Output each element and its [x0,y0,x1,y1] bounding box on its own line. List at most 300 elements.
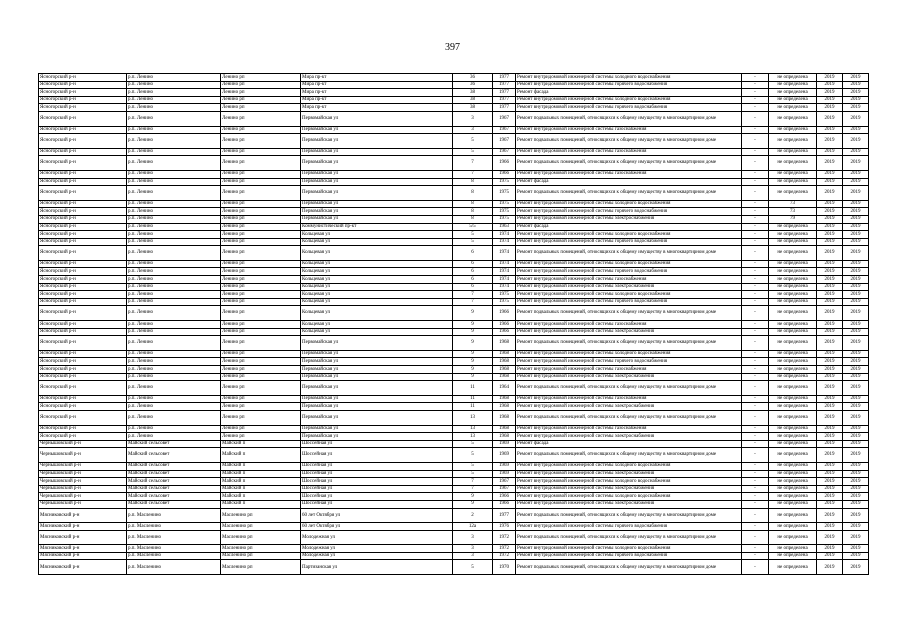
cell-year: 1977 [493,104,516,112]
cell-dash: - [742,96,769,104]
cell-settlement: р.п. Ленино [127,111,221,126]
cell-work: Ремонт внутридомовой инженерной системы газоснабжения [516,395,742,403]
cell-district: Ясногорский р-н [39,425,127,433]
cell-locality: Майский п [221,478,301,486]
cell-y2: 2019 [843,425,869,433]
cell-dash: - [742,156,769,171]
cell-y1: 2019 [817,156,843,171]
cell-y1: 2019 [817,134,843,149]
cell-y1: 2019 [817,276,843,284]
cell-house: 8 [453,208,493,216]
cell-locality: Масленино рп [221,530,301,545]
cell-dash: - [742,74,769,82]
cell-street: Шоссейная ул [301,493,453,501]
cell-work: Ремонт подвальных помещений, относящихся к общему имуществу в многоквартирном доме [516,410,742,425]
cell-value: не определена [769,545,817,553]
cell-y1: 2019 [817,186,843,201]
cell-work: Ремонт внутридомовой инженерной системы электроснабжения [516,215,742,223]
cell-y1: 2019 [817,433,843,441]
cell-street: 60 лет Октября ул [301,508,453,523]
cell-locality: Ленино рп [221,306,301,321]
cell-street: Кольцевая ул [301,231,453,239]
cell-district: Чернышовский р-н [39,448,127,463]
cell-district: Мясниковский р-н [39,552,127,560]
cell-dash: - [742,485,769,493]
cell-street: Первомайская ул [301,148,453,156]
cell-house: 38 [453,104,493,112]
cell-house: 5 [453,470,493,478]
cell-street: Кольцевая ул [301,268,453,276]
cell-work: Ремонт внутридомовой инженерной системы электроснабжения [516,470,742,478]
cell-settlement: р.п. Ленино [127,328,221,336]
cell-work: Ремонт внутридомовой инженерной системы холодного водоснабжения [516,493,742,501]
cell-locality: Ленино рп [221,126,301,134]
cell-year: 1966 [493,156,516,171]
cell-settlement: р.п. Ленино [127,350,221,358]
cell-work: Ремонт внутридомовой инженерной системы холодного водоснабжения [516,74,742,82]
cell-locality: Ленино рп [221,373,301,381]
cell-locality: Ленино рп [221,336,301,351]
cell-district: Ясногорский р-н [39,283,127,291]
cell-y2: 2019 [843,448,869,463]
cell-district: Ясногорский р-н [39,336,127,351]
cell-y2: 2019 [843,178,869,186]
cell-work: Ремонт внутридомовой инженерной системы горячего водоснабжения [516,104,742,112]
cell-house: 6 [453,283,493,291]
cell-dash: - [742,373,769,381]
cell-house: 9 [453,306,493,321]
cell-y1: 2019 [817,336,843,351]
page-number: 397 [445,42,460,53]
cell-y2: 2019 [843,111,869,126]
cell-y2: 2019 [843,552,869,560]
cell-y2: 2019 [843,283,869,291]
table-row [39,485,869,493]
cell-house: 7 [453,298,493,306]
cell-street: Первомайская ул [301,111,453,126]
cell-settlement: р.п. Ленино [127,246,221,261]
cell-house: 5 [453,231,493,239]
cell-y1: 2019 [817,178,843,186]
cell-dash: - [742,358,769,366]
cell-y1: 2019 [817,395,843,403]
cell-settlement: р.п. Ленино [127,89,221,97]
cell-year: 1968 [493,403,516,411]
cell-value: не определена [769,111,817,126]
cell-dash: - [742,462,769,470]
cell-y2: 2019 [843,470,869,478]
table-row [39,478,869,486]
cell-y1: 2019 [817,410,843,425]
cell-street: Первомайская ул [301,170,453,178]
cell-y1: 2019 [817,448,843,463]
table-row [39,306,869,321]
cell-locality: Ленино рп [221,215,301,223]
cell-street: Молодежная ул [301,530,453,545]
cell-house: 7 [453,291,493,299]
cell-house: 7 [453,156,493,171]
cell-y2: 2019 [843,560,869,575]
table-row [39,200,869,208]
cell-house: 9 [453,373,493,381]
table-row [39,89,869,97]
cell-year: 1969 [493,440,516,448]
cell-locality: Масленино рп [221,552,301,560]
cell-district: Мясниковский р-н [39,530,127,545]
cell-y1: 2019 [817,208,843,216]
cell-settlement: р.п. Ленино [127,208,221,216]
cell-locality: Ленино рп [221,350,301,358]
cell-dash: - [742,523,769,531]
cell-value: не определена [769,178,817,186]
cell-dash: - [742,260,769,268]
cell-house: 11 [453,403,493,411]
cell-y2: 2019 [843,500,869,508]
cell-house: 8 [453,200,493,208]
cell-y1: 2019 [817,260,843,268]
cell-settlement: Майский сельсовет [127,478,221,486]
cell-dash: - [742,208,769,216]
cell-locality: Ленино рп [221,200,301,208]
cell-house: 38 [453,89,493,97]
cell-street: Кольцевая ул [301,246,453,261]
cell-dash: - [742,200,769,208]
cell-settlement: р.п. Ленино [127,381,221,396]
cell-street: Шоссейная ул [301,462,453,470]
cell-street: Молодежная ул [301,545,453,553]
cell-settlement: р.п. Ленино [127,231,221,239]
cell-y1: 2019 [817,200,843,208]
cell-y1: 2019 [817,373,843,381]
cell-y2: 2019 [843,148,869,156]
cell-house: 5/5 [453,223,493,231]
cell-year: 1968 [493,358,516,366]
cell-house: 9 [453,350,493,358]
cell-house: 7 [453,478,493,486]
cell-district: Ясногорский р-н [39,306,127,321]
cell-house: 6 [453,260,493,268]
table-row [39,156,869,171]
cell-y2: 2019 [843,231,869,239]
cell-district: Ясногорский р-н [39,104,127,112]
table-row [39,328,869,336]
cell-house: 12а [453,523,493,531]
cell-street: Шоссейная ул [301,478,453,486]
cell-house: 3 [453,530,493,545]
cell-year: 1969 [493,448,516,463]
cell-value: не определена [769,440,817,448]
cell-value: не определена [769,336,817,351]
cell-settlement: р.п. Ленино [127,268,221,276]
cell-year: 1974 [493,246,516,261]
cell-house: 6 [453,246,493,261]
cell-house: 9 [453,500,493,508]
cell-street: Кольцевая ул [301,298,453,306]
cell-district: Ясногорский р-н [39,298,127,306]
cell-value: не определена [769,74,817,82]
table-row [39,545,869,553]
cell-street: Шоссейная ул [301,448,453,463]
cell-locality: Ленино рп [221,366,301,374]
cell-house: 36 [453,74,493,82]
cell-house: 6 [453,268,493,276]
cell-y2: 2019 [843,508,869,523]
cell-street: Мира пр-кт [301,81,453,89]
cell-locality: Ленино рп [221,381,301,396]
cell-locality: Масленино рп [221,523,301,531]
cell-district: Ясногорский р-н [39,134,127,149]
table-row [39,178,869,186]
table-row [39,134,869,149]
cell-y2: 2019 [843,215,869,223]
cell-locality: Ленино рп [221,111,301,126]
cell-work: Ремонт внутридомовой инженерной системы газоснабжения [516,170,742,178]
table-row [39,440,869,448]
cell-locality: Ленино рп [221,260,301,268]
cell-year: 1974 [493,268,516,276]
cell-locality: Ленино рп [221,104,301,112]
cell-dash: - [742,126,769,134]
cell-value: не определена [769,485,817,493]
cell-street: Молодежная ул [301,552,453,560]
cell-value: не определена [769,433,817,441]
cell-district: Чернышовский р-н [39,500,127,508]
cell-settlement: р.п. Ленино [127,276,221,284]
table-row [39,508,869,523]
cell-locality: Ленино рп [221,410,301,425]
cell-dash: - [742,298,769,306]
cell-year: 1966 [493,306,516,321]
cell-year: 1967 [493,111,516,126]
table-row [39,238,869,246]
cell-y2: 2019 [843,350,869,358]
cell-year: 1975 [493,178,516,186]
cell-house: 11 [453,381,493,396]
cell-y2: 2019 [843,493,869,501]
cell-district: Ясногорский р-н [39,74,127,82]
table-row [39,96,869,104]
cell-value: 73 [769,208,817,216]
cell-value: не определена [769,223,817,231]
cell-district: Ясногорский р-н [39,350,127,358]
cell-locality: Ленино рп [221,186,301,201]
cell-work: Ремонт внутридомовой инженерной системы горячего водоснабжения [516,358,742,366]
cell-settlement: р.п. Ленино [127,215,221,223]
cell-y2: 2019 [843,478,869,486]
cell-street: Первомайская ул [301,358,453,366]
cell-work: Ремонт внутридомовой инженерной системы холодного водоснабжения [516,231,742,239]
cell-settlement: р.п. Ленино [127,178,221,186]
cell-dash: - [742,403,769,411]
cell-district: Ясногорский р-н [39,291,127,299]
cell-house: 5 [453,462,493,470]
table-row [39,74,869,82]
cell-y1: 2019 [817,74,843,82]
cell-y2: 2019 [843,523,869,531]
cell-y2: 2019 [843,530,869,545]
cell-work: Ремонт внутридомовой инженерной системы газоснабжения [516,276,742,284]
cell-year: 1975 [493,215,516,223]
cell-settlement: р.п. Масленино [127,508,221,523]
cell-district: Чернышовский р-н [39,470,127,478]
cell-street: Кольцевая ул [301,260,453,268]
cell-dash: - [742,238,769,246]
cell-district: Ясногорский р-н [39,358,127,366]
cell-settlement: р.п. Ленино [127,291,221,299]
cell-street: Первомайская ул [301,156,453,171]
cell-work: Ремонт подвальных помещений, относящихся к общему имуществу в многоквартирном доме [516,560,742,575]
cell-dash: - [742,268,769,276]
cell-y2: 2019 [843,410,869,425]
cell-house: 8 [453,186,493,201]
cell-settlement: р.п. Ленино [127,186,221,201]
cell-house: 38 [453,96,493,104]
table-row [39,493,869,501]
cell-work: Ремонт подвальных помещений, относящихся к общему имуществу в многоквартирном доме [516,186,742,201]
table-row [39,223,869,231]
cell-dash: - [742,104,769,112]
cell-house: 5 [453,560,493,575]
cell-y1: 2019 [817,470,843,478]
cell-y1: 2019 [817,111,843,126]
cell-value: не определена [769,81,817,89]
table-row [39,215,869,223]
cell-locality: Ленино рп [221,268,301,276]
cell-settlement: р.п. Ленино [127,425,221,433]
cell-y2: 2019 [843,276,869,284]
cell-y1: 2019 [817,223,843,231]
cell-house: 36 [453,81,493,89]
cell-district: Ясногорский р-н [39,89,127,97]
cell-dash: - [742,148,769,156]
cell-value: не определена [769,552,817,560]
table-row [39,350,869,358]
cell-house: 7 [453,170,493,178]
cell-settlement: р.п. Ленино [127,238,221,246]
cell-house: 6 [453,276,493,284]
cell-work: Ремонт фасада [516,223,742,231]
cell-settlement: Майский сельсовет [127,500,221,508]
cell-year: 1977 [493,81,516,89]
table-row [39,530,869,545]
cell-settlement: р.п. Ленино [127,298,221,306]
cell-year: 1968 [493,425,516,433]
cell-y1: 2019 [817,440,843,448]
cell-street: Первомайская ул [301,381,453,396]
cell-y2: 2019 [843,462,869,470]
table-row [39,283,869,291]
cell-locality: Масленино рп [221,545,301,553]
cell-settlement: Майский сельсовет [127,462,221,470]
cell-dash: - [742,306,769,321]
cell-value: не определена [769,508,817,523]
cell-district: Ясногорский р-н [39,200,127,208]
cell-district: Ясногорский р-н [39,231,127,239]
table-row [39,276,869,284]
cell-locality: Майский п [221,470,301,478]
cell-y1: 2019 [817,291,843,299]
cell-y2: 2019 [843,291,869,299]
cell-work: Ремонт внутридомовой инженерной системы газоснабжения [516,425,742,433]
cell-house: 3 [453,545,493,553]
cell-work: Ремонт внутридомовой инженерной системы электроснабжения [516,373,742,381]
cell-locality: Ленино рп [221,170,301,178]
cell-district: Мясниковский р-н [39,508,127,523]
cell-dash: - [742,246,769,261]
cell-house: 13 [453,425,493,433]
cell-street: Кольцевая ул [301,306,453,321]
cell-settlement: р.п. Ленино [127,373,221,381]
table-row [39,268,869,276]
cell-year: 1968 [493,373,516,381]
cell-work: Ремонт внутридомовой инженерной системы горячего водоснабжения [516,238,742,246]
cell-locality: Ленино рп [221,283,301,291]
cell-year: 1969 [493,470,516,478]
cell-district: Ясногорский р-н [39,170,127,178]
cell-house: 9 [453,358,493,366]
cell-value: не определена [769,104,817,112]
cell-work: Ремонт внутридомовой инженерной системы холодного водоснабжения [516,462,742,470]
cell-district: Чернышовский р-н [39,478,127,486]
cell-work: Ремонт подвальных помещений, относящихся к общему имуществу в многоквартирном доме [516,111,742,126]
cell-work: Ремонт подвальных помещений, относящихся к общему имуществу в многоквартирном доме [516,134,742,149]
cell-y2: 2019 [843,246,869,261]
table-row [39,462,869,470]
cell-y2: 2019 [843,81,869,89]
cell-value: не определена [769,306,817,321]
cell-street: Первомайская ул [301,336,453,351]
cell-house: 5 [453,238,493,246]
cell-street: Первомайская ул [301,208,453,216]
table-row [39,410,869,425]
cell-dash: - [742,231,769,239]
cell-street: Первомайская ул [301,126,453,134]
cell-year: 1966 [493,170,516,178]
cell-work: Ремонт подвальных помещений, относящихся к общему имуществу в многоквартирном доме [516,508,742,523]
cell-year: 1963 [493,223,516,231]
cell-value: не определена [769,298,817,306]
cell-y1: 2019 [817,523,843,531]
cell-settlement: р.п. Ленино [127,403,221,411]
cell-house: 9 [453,328,493,336]
cell-locality: Ленино рп [221,395,301,403]
cell-locality: Ленино рп [221,208,301,216]
cell-year: 1966 [493,328,516,336]
cell-locality: Майский п [221,448,301,463]
cell-locality: Ленино рп [221,96,301,104]
cell-dash: - [742,440,769,448]
cell-work: Ремонт внутридомовой инженерной системы газоснабжения [516,321,742,329]
cell-work: Ремонт подвальных помещений, относящихся к общему имуществу в многоквартирном доме [516,530,742,545]
cell-value: не определена [769,291,817,299]
cell-y1: 2019 [817,500,843,508]
cell-district: Ясногорский р-н [39,96,127,104]
cell-year: 1972 [493,530,516,545]
cell-settlement: р.п. Ленино [127,433,221,441]
cell-street: Первомайская ул [301,200,453,208]
cell-year: 1968 [493,366,516,374]
cell-district: Ясногорский р-н [39,373,127,381]
cell-value: 79 [769,215,817,223]
cell-settlement: р.п. Ленино [127,74,221,82]
cell-y2: 2019 [843,134,869,149]
cell-value: не определена [769,321,817,329]
cell-settlement: р.п. Масленино [127,545,221,553]
table-row [39,104,869,112]
cell-value: не определена [769,283,817,291]
cell-value: не определена [769,500,817,508]
table-row [39,358,869,366]
